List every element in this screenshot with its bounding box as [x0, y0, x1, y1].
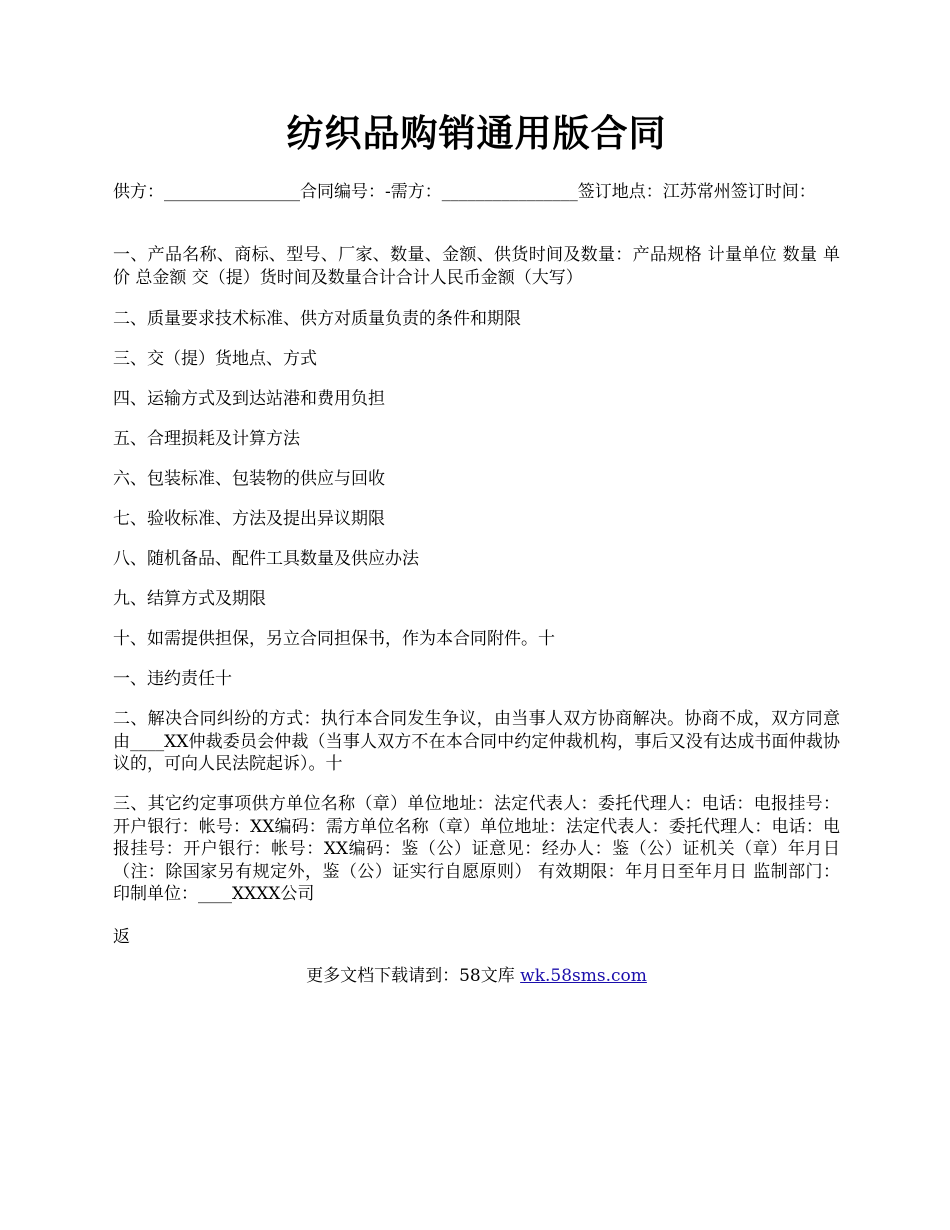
party-info-paragraph: 供方：________________合同编号：-需方：________________签订地点：江苏常州签订时间： [113, 182, 816, 202]
clause-settlement-paragraph: 九、结算方式及期限 [113, 589, 266, 609]
footer-link[interactable]: wk.58sms.com [520, 966, 647, 986]
clause-guarantee-paragraph: 十、如需提供担保，另立合同担保书，作为本合同附件。十 [113, 629, 555, 649]
document-title: 纺织品购销通用版合同 [286, 111, 667, 155]
footer-text: 更多文档下载请到：58文库 [306, 966, 521, 986]
clause-delivery-paragraph: 三、交（提）货地点、方式 [113, 349, 317, 369]
clause-other-paragraph: 三、其它约定事项供方单位名称（章）单位地址：法定代表人：委托代理人：电话：电报挂号：开户银行：帐号：XX编码：需方单位名称（章）单位地址：法定代表人：委托代理人：电话：电报挂号：开户银行：帐号：XX编码：鉴（公）证意见：经办人：鉴（公）证机关（章）年月日（注：除国家另有规定外，鉴（公）证实行自愿原则） 有效期限：年月日至年月日 监制部门： 印制单位：____XXXX公司 [113, 794, 840, 904]
clause-transport-paragraph: 四、运输方式及到达站港和费用负担 [113, 389, 385, 409]
clause-quality-paragraph: 二、质量要求技术标准、供方对质量负责的条件和期限 [113, 309, 521, 329]
clause-acceptance-paragraph: 七、验收标准、方法及提出异议期限 [113, 509, 385, 529]
clause-liability-paragraph: 一、违约责任十 [113, 669, 232, 689]
clause-dispute-paragraph: 二、解决合同纠纷的方式：执行本合同发生争议，由当事人双方协商解决。协商不成，双方同意由____XX仲裁委员会仲裁（当事人双方不在本合同中约定仲裁机构，事后又没有达成书面仲裁协议的，可向人民法院起诉）。十 [113, 709, 840, 774]
clause-spare-parts-paragraph: 八、随机备品、配件工具数量及供应办法 [113, 549, 419, 569]
return-text: 返 [113, 927, 130, 947]
clause-loss-paragraph: 五、合理损耗及计算方法 [113, 429, 300, 449]
clause-packaging-paragraph: 六、包装标准、包装物的供应与回收 [113, 469, 385, 489]
footer-download-note [113, 964, 840, 988]
clause-product-paragraph: 一、产品名称、商标、型号、厂家、数量、金额、供货时间及数量：产品规格 计量单位 数量 单价 总金额 交（提）货时间及数量合计合计人民币金额（大写） [113, 245, 840, 288]
